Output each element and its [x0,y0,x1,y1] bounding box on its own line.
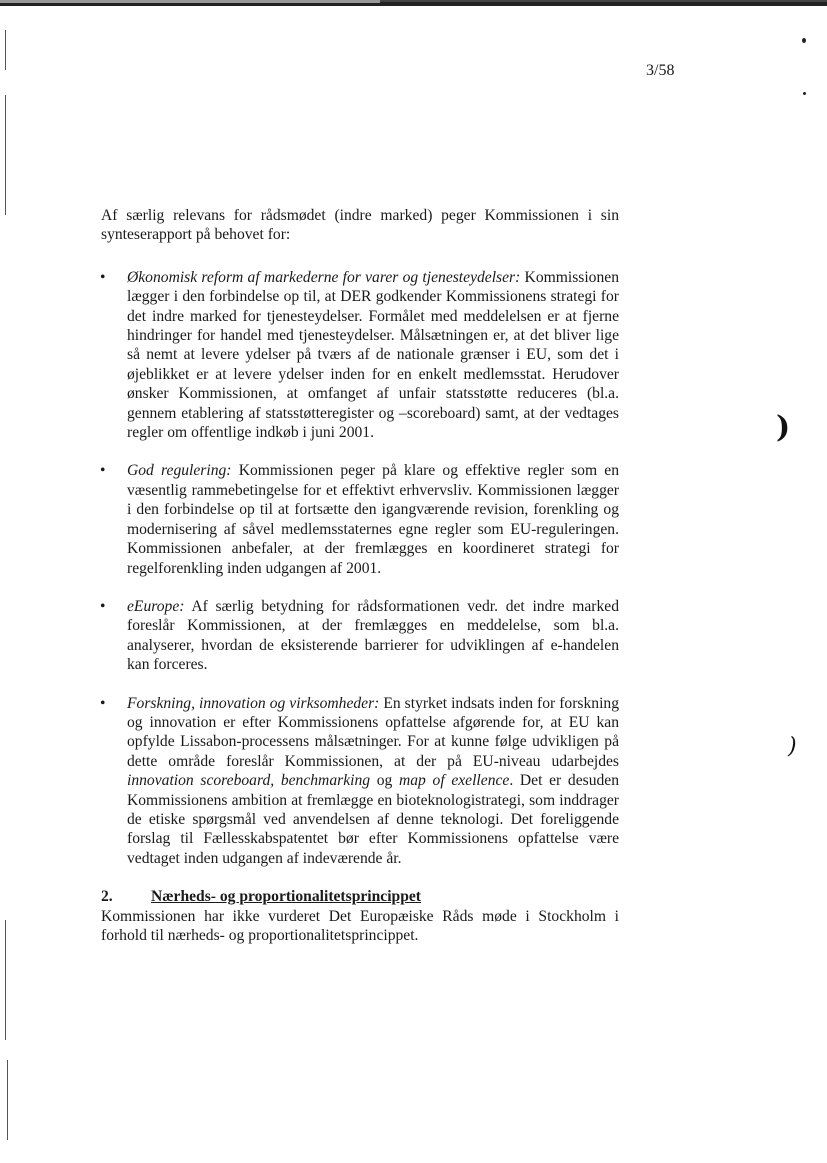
item-text: . Det er desuden Kommissionens ambition at fremlægge en bioteknologistrategi, som inddrager de etiske spørgsmål ved anvendelsen af denne teknologi. Det foreliggende forslag til Fællesskabspatentet bør efter Kommissionens opfattelse være vedtaget inden udgangen af indeværende år. [127,772,620,867]
scan-top-border-fade [0,0,380,3]
item-text: Kommissionen peger på klare og effektive regler som en væsentlig rammebetingelse for et effektivt erhvervsliv. Kommissionen lægger i den forbindelse op til at fortsætte den igangværende revision, forenkling og modernisering af såvel medlemsstaternes egne regler som EU-reguleringen. Kommissionen anbefaler, at der fremlægges en koordineret strategi for regelforenkling inden udgangen af 2001. [127,462,619,577]
scan-edge-mark [5,95,6,215]
document-body [101,206,619,945]
list-item [101,268,619,443]
scan-hole-punch-mark: ) [788,734,797,759]
list-item [101,461,619,577]
item-text: Kommissionen lægger i den forbindelse op til, at DER godkender Kommissionens strategi for det indre marked for tjenesteydelser. Formålet med meddelelsen er at fjerne hindringer for handel med tjenesteydelser. Målsætningen er, at det bliver lige så nemt at levere ydelser på tværs af de nationale grænser i EU, som det i øjeblikket er at levere ydelser inden for en enkelt medlemsstat. Herudover ønsker Kommissionen, at omfanget af unfair statsstøtte reduceres (bl.a. gennem etablering af statsstøtteregister og –scoreboard) samt, at der vedtages regler om offentlige indkøb i juni 2001. [127,268,619,442]
page-number: 3/58 [646,62,675,79]
bullet-icon: • [100,268,106,286]
list-item [101,694,619,869]
item-lead: Økonomisk reform af markederne for varer og tjenesteydelser: [127,268,521,286]
scan-hole-punch-mark: ) [776,410,791,445]
scan-edge-mark [5,30,6,70]
scan-edge-mark [5,920,6,1040]
scan-speck [802,38,806,43]
item-emphasis: map of exellence [399,772,510,790]
scan-speck [803,92,806,95]
item-lead: eEurope: [127,597,185,615]
scan-edge-mark [7,1060,8,1140]
section-paragraph: Kommissionen har ikke vurderet Det Europæiske Råds møde i Stockholm i forhold til nærheds- og proportionalitetsprincippet. [101,907,619,944]
section-2 [101,887,619,945]
bullet-icon: • [100,694,106,712]
bullet-icon: • [100,597,106,615]
item-lead: God regulering: [127,462,232,480]
item-text: En styrket indsats inden for forskning og innovation er efter Kommissionens opfattelse afgørende for, at EU kan opfylde Lissabon-processens målsætninger. For at kunne følge udvikligen på dette område foreslår Kommissionen, at der på EU-niveau udarbejdes [127,694,620,770]
item-emphasis: innovation scoreboard, benchmarking [127,772,371,790]
intro-paragraph: Af særlig relevans for rådsmødet (indre marked) peger Kommissionen i sin synteserapport på behovet for: [101,207,619,244]
section-title: Nærheds- og proportionalitetsprincippet [151,888,422,906]
item-text: og [370,772,399,790]
bullet-list [101,268,619,868]
item-lead: Forskning, innovation og virksomheder: [127,694,380,712]
list-item [101,597,619,675]
section-number: 2. [101,888,113,906]
bullet-icon: • [100,462,106,480]
item-text: Af særlig betydning for rådsformationen vedr. det indre marked foreslår Kommissionen, at der fremlægges en meddelelse, som bl.a. analyserer, hvordan de eksisterende barrierer for udviklingen af e-handelen kan forceres. [127,597,619,674]
section-heading [101,887,619,906]
